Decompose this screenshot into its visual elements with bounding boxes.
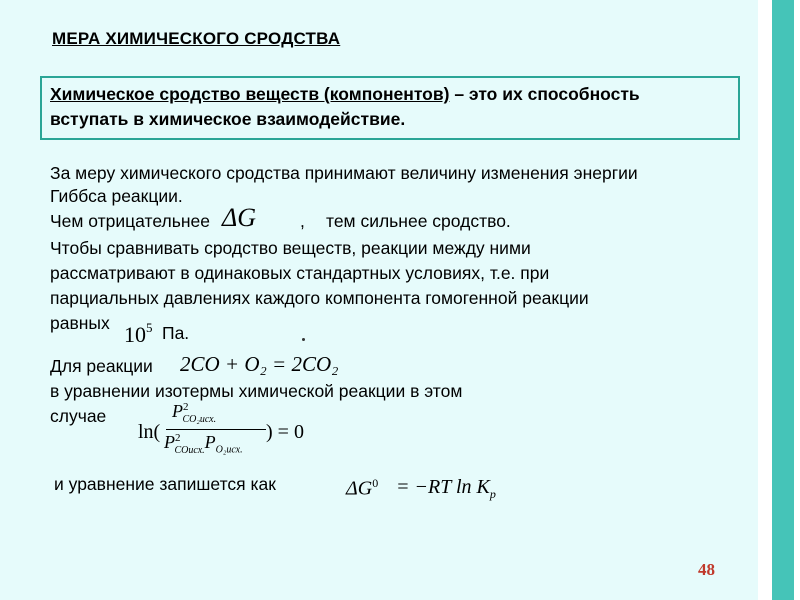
paragraph2-before: Чем отрицательнее bbox=[50, 211, 210, 231]
isotherm-ln: ln( bbox=[138, 421, 161, 443]
stray-dot bbox=[302, 338, 305, 341]
paragraph2-after: тем сильнее сродство. bbox=[326, 211, 511, 231]
gibbs-right: = −RT $\ln K_p$ bbox=[396, 476, 496, 501]
paragraph2-comma: , bbox=[300, 211, 305, 231]
paragraph4-line1: Для реакции bbox=[50, 356, 153, 376]
fraction-bar bbox=[166, 429, 266, 430]
pressure-value: $10^5$ bbox=[124, 320, 153, 347]
paragraph3-line2: рассматривают в одинаковых стандартных условиях, т.е. при bbox=[50, 263, 550, 283]
paragraph1-line1: За меру химического сродства принимают величину изменения энергии bbox=[50, 163, 638, 183]
pressure-unit: Па. bbox=[162, 323, 190, 343]
definition-term: Химическое сродство веществ (компонентов) bbox=[50, 84, 450, 104]
paragraph3-line4: равных bbox=[50, 313, 110, 333]
paragraph3-line1: Чтобы сравнивать сродство веществ, реакции между ними bbox=[50, 238, 531, 258]
paragraph3-line3: парциальных давлениях каждого компонента гомогенной реакции bbox=[50, 288, 589, 308]
isotherm-close: ) = 0 bbox=[266, 421, 304, 443]
definition-rest: – это их способность bbox=[449, 84, 640, 104]
delta-g-symbol: ΔG bbox=[222, 203, 257, 232]
paragraph4-line2: в уравнении изотермы химической реакции в этом bbox=[50, 381, 463, 401]
gibbs-left: $\Delta G^0$ bbox=[346, 476, 379, 500]
reaction-equation: 2CO + O₂ = 2CO₂ bbox=[180, 352, 339, 376]
isotherm-numerator: $P^2_{CO_2исх.}$ bbox=[172, 401, 217, 425]
definition-text bbox=[50, 82, 800, 132]
paragraph1-line2: Гиббса реакции. bbox=[50, 186, 183, 206]
paragraph4-line3: случае bbox=[50, 406, 107, 426]
slide-title: МЕРА ХИМИЧЕСКОГО СРОДСТВА bbox=[52, 29, 341, 48]
isotherm-denominator: $P^2_{COисх.}P_{O_2исх.}$ bbox=[164, 432, 243, 456]
paragraph5-text: и уравнение запишется как bbox=[54, 474, 276, 494]
page-number: 48 bbox=[698, 560, 715, 579]
definition-line2: вступать в химическое взаимодействие. bbox=[50, 109, 406, 129]
